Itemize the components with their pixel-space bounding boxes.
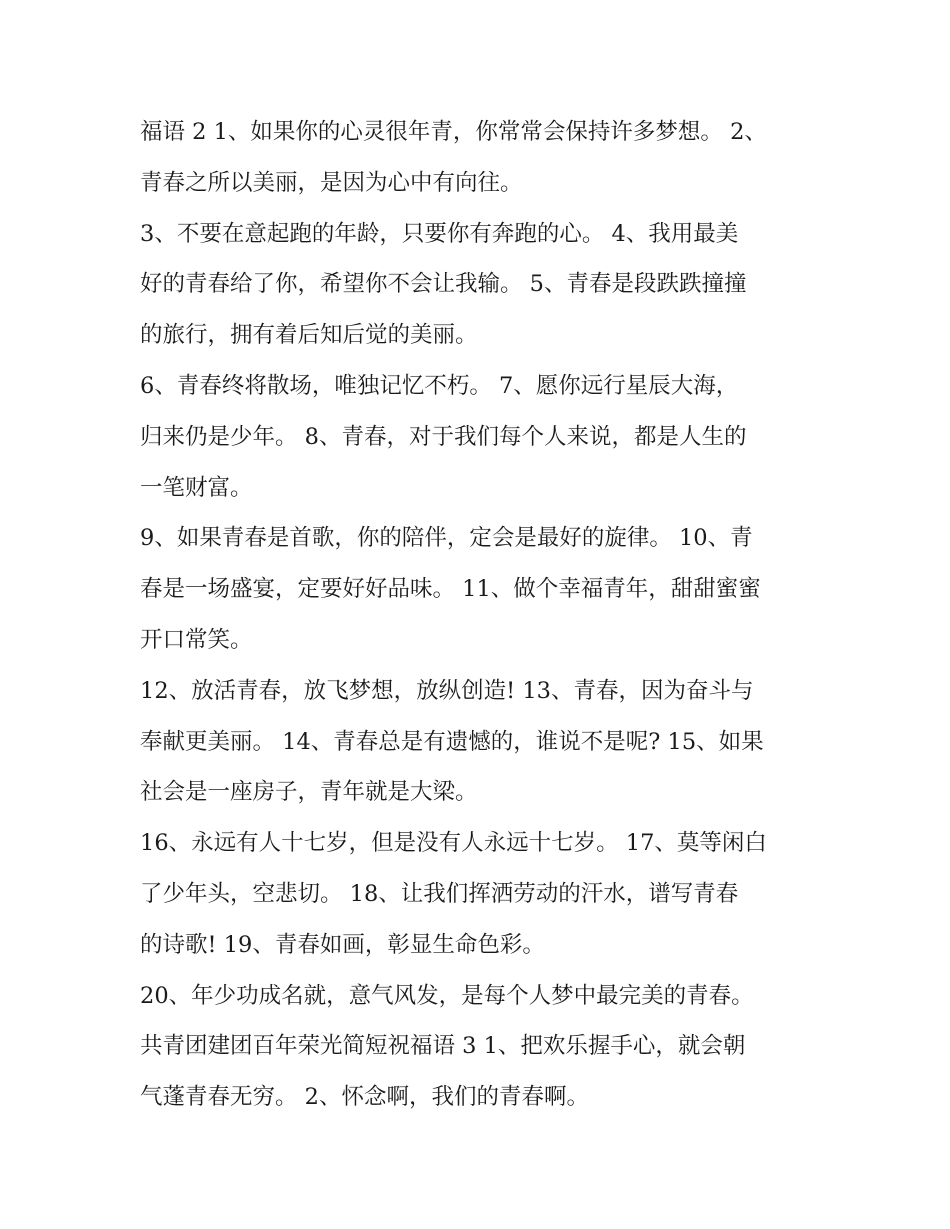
- text-line: 开口常笑。: [140, 626, 253, 653]
- text-line: 9、如果青春是首歌，你的陪伴，定会是最好的旋律。 10、青: [140, 525, 753, 552]
- text-line: 奉献更美丽。 14、青春总是有遗憾的，谁说不是呢? 15、如果: [140, 728, 764, 755]
- text-line: 的诗歌! 19、青春如画，彰显生命色彩。: [140, 931, 545, 958]
- body-text: [140, 107, 830, 1123]
- text-line: 春是一场盛宴，定要好好品味。 11、做个幸福青年，甜甜蜜蜜: [140, 576, 761, 603]
- text-line: 一笔财富。: [140, 474, 253, 501]
- text-line: 社会是一座房子，青年就是大梁。: [140, 779, 478, 806]
- text-line: 归来仍是少年。 8、青春，对于我们每个人来说，都是人生的: [140, 423, 747, 450]
- text-line: 的旅行，拥有着后知后觉的美丽。: [140, 322, 478, 349]
- text-line: 20、年少功成名就，意气风发，是每个人梦中最完美的青春。: [140, 982, 754, 1009]
- paragraph-5: [140, 666, 830, 818]
- text-line: 共青团建团百年荣光简短祝福语 3 1、把欢乐握手心，就会朝: [140, 1033, 746, 1060]
- paragraph-2: [140, 209, 830, 361]
- text-line: 好的青春给了你，希望你不会让我输。 5、青春是段跌跌撞撞: [140, 271, 747, 298]
- text-line: 6、青春终将散场，唯独记忆不朽。 7、愿你远行星辰大海，: [140, 372, 739, 399]
- text-line: 12、放活青春，放飞梦想，放纵创造! 13、青春，因为奋斗与: [140, 677, 754, 704]
- paragraph-6: [140, 818, 830, 970]
- text-line: 青春之所以美丽，是因为心中有向往。: [140, 169, 523, 196]
- text-line: 了少年头，空悲切。 18、让我们挥洒劳动的汗水，谱写青春: [140, 880, 739, 907]
- paragraph-4: [140, 513, 830, 665]
- text-line: 福语 2 1、如果你的心灵很年青，你常常会保持许多梦想。 2、: [140, 119, 767, 145]
- text-line: 3、不要在意起跑的年龄，只要你有奔跑的心。 4、我用最美: [140, 220, 739, 247]
- paragraph-3: [140, 361, 830, 513]
- text-line: 气蓬青春无穷。 2、怀念啊，我们的青春啊。: [140, 1084, 589, 1111]
- paragraph-1: [140, 107, 830, 209]
- paragraph-7: [140, 971, 830, 1123]
- text-line: 16、永远有人十七岁，但是没有人永远十七岁。 17、莫等闲白: [140, 830, 767, 857]
